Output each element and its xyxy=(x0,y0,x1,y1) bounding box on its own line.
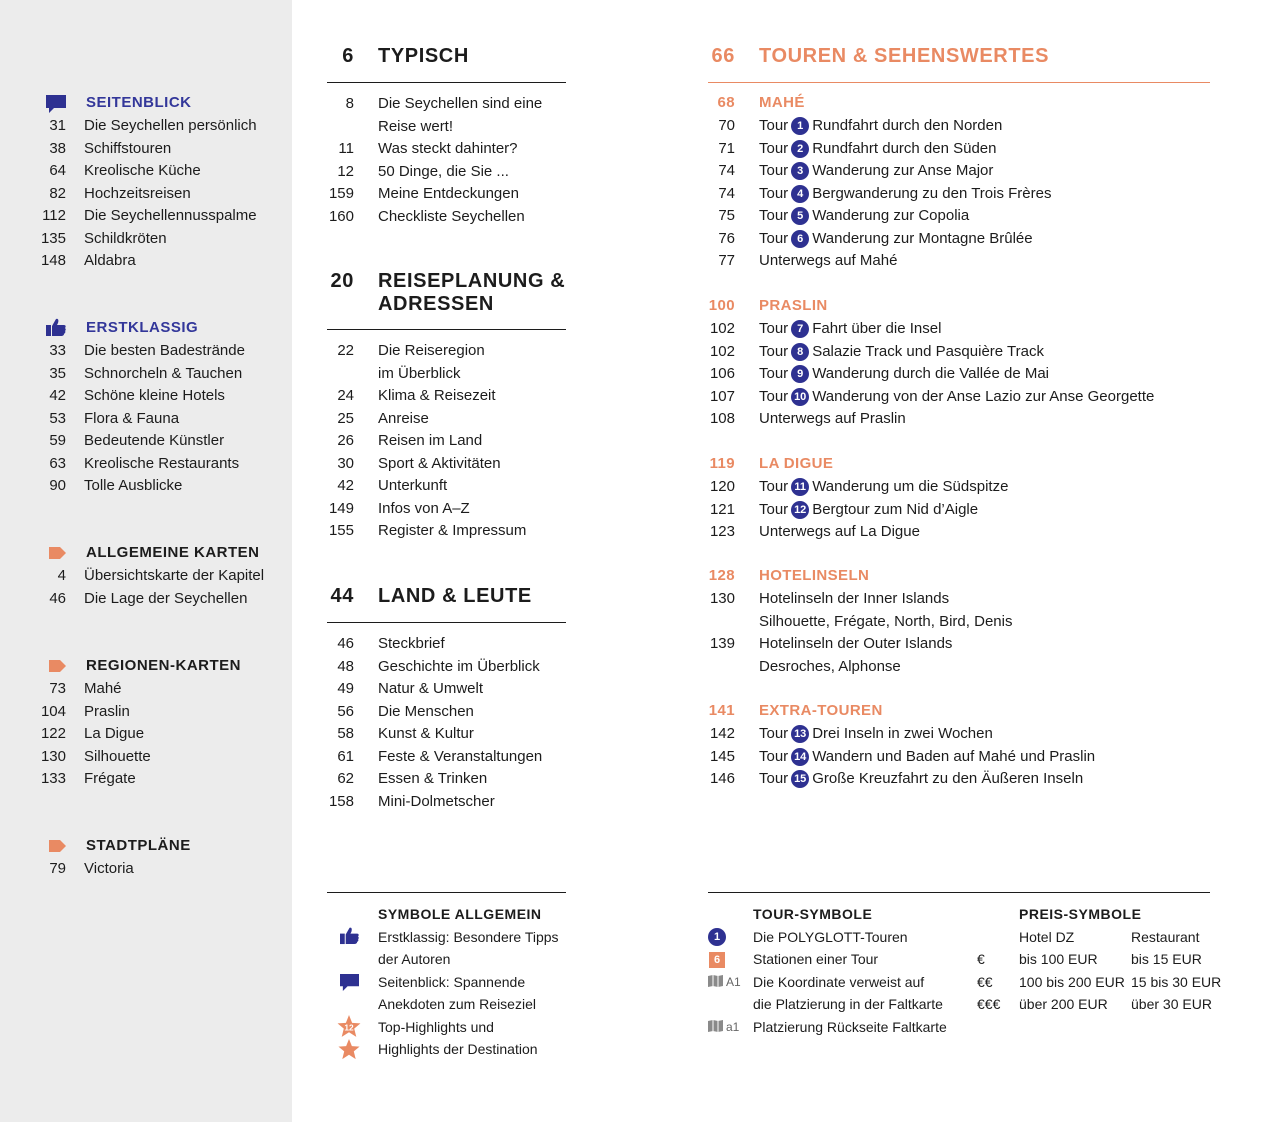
section-title-reiseplanung: REISEPLANUNG & xyxy=(378,270,566,292)
entry-label: Feste & Veranstaltungen xyxy=(378,747,543,765)
page-number: 149 xyxy=(328,499,354,517)
price-column-restaurant: Restaurant xyxy=(1131,929,1200,945)
entry-label: Reisen im Land xyxy=(378,432,483,449)
subsection-extra-touren-number: 141 xyxy=(708,702,735,719)
page-number: 24 xyxy=(337,387,354,404)
page-number: 82 xyxy=(49,184,66,202)
page-number: 130 xyxy=(709,590,735,607)
tour-number-badge: 14 xyxy=(791,748,809,766)
entry-label xyxy=(759,746,1095,768)
page-number: 130 xyxy=(40,747,66,765)
page-number: 90 xyxy=(49,477,66,494)
price-symbol: € xyxy=(977,951,985,967)
entry-label xyxy=(759,138,997,160)
highlight-star-icon xyxy=(337,1038,361,1061)
tour-label: Wanderung zur Copolia xyxy=(812,207,970,224)
page-number: 77 xyxy=(718,252,735,269)
page-number: 33 xyxy=(49,342,66,359)
tour-word: Tour xyxy=(759,747,789,765)
page-number: 135 xyxy=(40,229,66,247)
subsection-hotelinseln-title: HOTELINSELN xyxy=(759,567,870,584)
page-number: 120 xyxy=(709,478,735,495)
page-number: 8 xyxy=(345,95,354,112)
tour-word: Tour xyxy=(759,770,789,787)
tour-label: Wanderung durch die Vallée de Mai xyxy=(812,365,1049,382)
tour-word: Tour xyxy=(759,320,789,337)
entry-label xyxy=(759,723,993,745)
page-number: 64 xyxy=(49,162,66,179)
entry-label: Unterwegs auf La Digue xyxy=(759,523,920,540)
page-number: 73 xyxy=(49,680,66,697)
legend-highlights-text: Top-Highlights und xyxy=(378,1019,494,1035)
tour-label: Wanderung von der Anse Lazio zur Anse Georgette xyxy=(812,387,1155,405)
section-number-touren: 66 xyxy=(711,45,735,67)
section-number-reiseplanung: 20 xyxy=(330,270,354,292)
page-number: 11 xyxy=(338,140,354,157)
thumbs-up-icon xyxy=(339,926,360,945)
entry-label: Frégate xyxy=(84,770,136,787)
legend-title-general: SYMBOLE ALLGEMEIN xyxy=(378,906,542,922)
page-number: 155 xyxy=(328,522,354,539)
page-number: 139 xyxy=(709,635,735,652)
entry-label: Die Menschen xyxy=(378,702,474,720)
entry-label: Steckbrief xyxy=(378,635,445,652)
page-number: 148 xyxy=(40,252,66,269)
entry-label: Sport & Aktivitäten xyxy=(378,454,501,472)
page-number: 108 xyxy=(709,410,735,427)
entry-label xyxy=(759,228,1033,250)
page-number: 31 xyxy=(49,117,66,134)
price-hotel: 100 bis 200 EUR xyxy=(1019,973,1125,990)
section-title-reiseplanung-line2: ADRESSEN xyxy=(378,293,494,315)
entry-label xyxy=(759,318,941,340)
entry-label: Aldabra xyxy=(84,252,136,269)
page-number: 102 xyxy=(709,342,735,360)
price-symbol: €€ xyxy=(977,973,993,990)
section-title-typisch: TYPISCH xyxy=(378,45,469,67)
entry-label: Hotelinseln der Outer Islands xyxy=(759,635,953,652)
entry-label: Mahé xyxy=(84,680,122,697)
subsection-mahe-number: 68 xyxy=(717,94,735,111)
tour-number-badge: 13 xyxy=(791,725,809,743)
entry-label: Meine Entdeckungen xyxy=(378,185,519,202)
tour-word: Tour xyxy=(759,725,789,742)
legend-polyglott-text: Die POLYGLOTT-Touren xyxy=(753,929,908,945)
entry-label xyxy=(759,183,1051,205)
page-number: 75 xyxy=(718,207,735,224)
page-number: 146 xyxy=(709,770,735,787)
tour-word: Tour xyxy=(759,500,789,518)
tour-word: Tour xyxy=(759,342,789,360)
price-restaurant: 15 bis 30 EUR xyxy=(1131,973,1222,990)
divider xyxy=(327,622,566,623)
legend-rueckseite-text: Platzierung Rückseite Faltkarte xyxy=(753,1019,947,1035)
entry-label-cont: Silhouette, Frégate, North, Bird, Denis xyxy=(759,612,1013,630)
entry-label: Hochzeitsreisen xyxy=(84,184,191,202)
tour-number-badge-icon: 1 xyxy=(708,928,726,946)
page-number: 35 xyxy=(49,364,66,382)
tour-label: Fahrt über die Insel xyxy=(812,320,942,337)
page-number: 38 xyxy=(49,139,66,157)
entry-label: Victoria xyxy=(84,860,134,877)
page-number: 42 xyxy=(49,387,66,404)
page-number: 159 xyxy=(328,185,354,202)
entry-label: Die Reiseregion xyxy=(378,342,485,359)
sidebar-heading-regionen-karten: REGIONEN-KARTEN xyxy=(86,657,242,674)
page-number: 56 xyxy=(337,702,354,720)
entry-label xyxy=(759,768,1083,790)
page-number: 121 xyxy=(709,500,735,518)
page-number: 46 xyxy=(337,635,354,652)
entry-label-cont: Reise wert! xyxy=(378,117,454,135)
page-number: 102 xyxy=(709,320,735,337)
divider xyxy=(708,892,1210,893)
tour-label: Wanderung zur Anse Major xyxy=(812,162,994,179)
section-number-typisch: 6 xyxy=(342,45,354,67)
coordinate-label: A1 xyxy=(726,975,741,989)
entry-label: Flora & Fauna xyxy=(84,409,180,427)
tour-number-badge: 6 xyxy=(791,230,809,248)
tour-label: Wandern und Baden auf Mahé und Praslin xyxy=(812,747,1096,765)
entry-label xyxy=(759,115,1002,137)
entry-label: Bedeutende Künstler xyxy=(84,432,225,449)
page-number: 26 xyxy=(337,432,354,449)
entry-label: Schöne kleine Hotels xyxy=(84,387,225,404)
top-highlight-number: 12 xyxy=(344,1022,354,1033)
tour-word: Tour xyxy=(759,387,789,405)
tour-word: Tour xyxy=(759,139,789,157)
entry-label: Die besten Badestrände xyxy=(84,342,245,359)
page-number: 71 xyxy=(718,139,735,157)
entry-label: Kreolische Küche xyxy=(84,162,201,179)
entry-label: Schnorcheln & Tauchen xyxy=(84,364,243,382)
page-number: 62 xyxy=(337,770,354,787)
section-title-land-leute: LAND & LEUTE xyxy=(378,585,532,607)
page-number: 48 xyxy=(337,657,354,675)
tour-label: Drei Inseln in zwei Wochen xyxy=(812,725,993,742)
entry-label-cont: Desroches, Alphonse xyxy=(759,657,901,675)
entry-label: Tolle Ausblicke xyxy=(84,477,183,494)
coordinate-label-back: a1 xyxy=(726,1020,740,1034)
entry-label xyxy=(759,499,978,521)
page-number: 25 xyxy=(337,409,354,427)
legend-seitenblick-text: Seitenblick: Spannende xyxy=(378,974,526,990)
entry-label: Die Seychellen persönlich xyxy=(84,117,257,134)
entry-label: Schildkröten xyxy=(84,229,167,247)
legend-title-tour: TOUR-SYMBOLE xyxy=(753,906,873,922)
page-number: 106 xyxy=(709,365,735,382)
page-number: 112 xyxy=(42,207,66,224)
page-number: 107 xyxy=(709,387,735,405)
page-number: 74 xyxy=(718,184,735,202)
tour-number-badge: 11 xyxy=(791,478,809,496)
entry-label xyxy=(759,205,969,227)
page-number: 22 xyxy=(337,342,354,359)
page-number: 42 xyxy=(337,477,354,494)
section-number-land-leute: 44 xyxy=(330,585,354,607)
page-number: 76 xyxy=(718,229,735,247)
page-number: 53 xyxy=(49,409,66,427)
sidebar-heading-seitenblick: SEITENBLICK xyxy=(86,94,192,111)
entry-label: Was steckt dahinter? xyxy=(378,140,518,157)
tour-number-badge: 7 xyxy=(791,320,809,338)
entry-label: Unterwegs auf Mahé xyxy=(759,252,898,269)
tour-number-badge: 15 xyxy=(791,770,809,788)
page-number: 142 xyxy=(709,725,735,742)
entry-label xyxy=(759,363,1049,385)
entry-label: Die Lage der Seychellen xyxy=(84,589,248,607)
tour-number-badge: 2 xyxy=(791,140,809,158)
sidebar-heading-allgemeine-karten: ALLGEMEINE KARTEN xyxy=(86,544,260,561)
station-square-icon: 6 xyxy=(709,950,725,968)
entry-label: Geschichte im Überblick xyxy=(378,657,540,675)
folded-map-icon xyxy=(708,1020,723,1032)
entry-label xyxy=(759,476,1008,498)
tour-number-badge: 9 xyxy=(791,365,809,383)
entry-label: Mini-Dolmetscher xyxy=(378,792,495,810)
page-number: 70 xyxy=(718,117,735,134)
page-number: 79 xyxy=(49,860,66,877)
entry-label: 50 Dinge, die Sie ... xyxy=(378,162,509,180)
tour-word: Tour xyxy=(759,207,789,224)
page-number: 63 xyxy=(49,454,66,472)
subsection-hotelinseln-number: 128 xyxy=(708,567,735,584)
tour-word: Tour xyxy=(759,478,789,495)
subsection-la-digue-title: LA DIGUE xyxy=(759,455,834,472)
sidebar-heading-erstklassig: ERSTKLASSIG xyxy=(86,319,199,336)
sidebar-heading-stadtplaene: STADTPLÄNE xyxy=(86,837,191,854)
tour-word: Tour xyxy=(759,117,789,134)
tour-word: Tour xyxy=(759,184,789,202)
tour-label: Salazie Track und Pasquière Track xyxy=(812,342,1044,360)
page-number: 58 xyxy=(337,725,354,742)
legend-highlights-text-2: Highlights der Destination xyxy=(378,1041,538,1057)
entry-label: Checkliste Seychellen xyxy=(378,207,525,225)
tour-label: Wanderung um die Südspitze xyxy=(812,478,1009,495)
thumbs-up-icon xyxy=(45,317,67,337)
page-number: 122 xyxy=(40,725,66,742)
tour-word: Tour xyxy=(759,162,789,179)
entry-label: Unterkunft xyxy=(378,477,448,494)
subsection-extra-touren-title: EXTRA-TOUREN xyxy=(759,702,883,719)
divider xyxy=(708,82,1210,83)
page-number: 133 xyxy=(40,770,66,787)
tour-number-badge: 4 xyxy=(791,185,809,203)
entry-label: Hotelinseln der Inner Islands xyxy=(759,590,950,607)
legend-erstklassig-text-2: der Autoren xyxy=(378,951,451,967)
speech-bubble-icon xyxy=(339,973,360,992)
entry-label: Unterwegs auf Praslin xyxy=(759,410,906,427)
page-number: 145 xyxy=(709,747,735,765)
map-tag-icon xyxy=(49,547,66,559)
page-number: 46 xyxy=(49,589,66,607)
price-hotel: über 200 EUR xyxy=(1019,996,1108,1012)
subsection-la-digue-number: 119 xyxy=(709,455,735,472)
price-column-hotel: Hotel DZ xyxy=(1019,929,1075,945)
entry-label: Silhouette xyxy=(84,747,151,765)
page-number: 160 xyxy=(328,207,354,225)
entry-label: Praslin xyxy=(84,702,130,720)
tour-label: Bergwanderung zu den Trois Frères xyxy=(812,184,1052,202)
entry-label: Infos von A–Z xyxy=(378,499,470,517)
entry-label: Essen & Trinken xyxy=(378,770,488,787)
entry-label-cont: im Überblick xyxy=(378,364,461,382)
tour-label: Große Kreuzfahrt zu den Äußeren Inseln xyxy=(812,770,1084,787)
entry-label: Anreise xyxy=(378,409,429,427)
divider xyxy=(327,329,566,330)
legend-title-price: PREIS-SYMBOLE xyxy=(1019,906,1142,922)
map-tag-icon xyxy=(49,660,66,672)
price-restaurant: über 30 EUR xyxy=(1131,996,1212,1012)
page-number: 104 xyxy=(40,702,66,720)
tour-label: Rundfahrt durch den Süden xyxy=(812,139,997,157)
entry-label: Die Seychellen sind eine xyxy=(378,95,543,112)
subsection-mahe-title: MAHÉ xyxy=(759,94,805,111)
tour-number-badge: 5 xyxy=(791,207,809,225)
legend-stationen-text: Stationen einer Tour xyxy=(753,951,879,967)
tour-number-badge: 12 xyxy=(791,501,809,519)
tour-label: Bergtour zum Nid d’Aigle xyxy=(812,500,979,518)
entry-label xyxy=(759,160,993,182)
tour-label: Wanderung zur Montagne Brûlée xyxy=(812,229,1033,247)
subsection-praslin-number: 100 xyxy=(708,297,735,314)
tour-number-badge: 1 xyxy=(791,117,809,135)
price-symbol: €€€ xyxy=(977,996,1001,1012)
entry-label xyxy=(759,386,1154,408)
divider xyxy=(327,892,566,893)
entry-label: Die Seychellennusspalme xyxy=(84,207,257,224)
tour-word: Tour xyxy=(759,365,789,382)
divider xyxy=(327,82,566,83)
tour-label: Rundfahrt durch den Norden xyxy=(812,117,1003,134)
page-number: 30 xyxy=(337,454,354,472)
page-number: 123 xyxy=(709,523,735,540)
tour-number-badge: 10 xyxy=(791,388,809,406)
map-tag-icon xyxy=(49,840,66,852)
page-number: 74 xyxy=(718,162,735,179)
entry-label: Übersichtskarte der Kapitel xyxy=(84,567,265,584)
page-number: 61 xyxy=(337,747,354,765)
legend-coordinate-text-2: die Platzierung in der Faltkarte xyxy=(753,996,943,1012)
tour-number-badge: 8 xyxy=(791,343,809,361)
entry-label: Kreolische Restaurants xyxy=(84,454,240,472)
entry-label: Klima & Reisezeit xyxy=(378,387,496,404)
entry-label: Register & Impressum xyxy=(378,522,527,539)
entry-label: Kunst & Kultur xyxy=(378,725,474,742)
entry-label: Schiffstouren xyxy=(84,139,172,157)
legend-erstklassig-text: Erstklassig: Besondere Tipps xyxy=(378,929,559,945)
price-restaurant: bis 15 EUR xyxy=(1131,951,1202,967)
entry-label: Natur & Umwelt xyxy=(378,680,484,697)
speech-bubble-icon xyxy=(45,94,67,114)
tour-number-badge: 3 xyxy=(791,162,809,180)
subsection-praslin-title: PRASLIN xyxy=(759,297,828,314)
page-number: 59 xyxy=(49,432,66,449)
page-number: 49 xyxy=(337,680,354,697)
page-number: 4 xyxy=(57,567,66,584)
page-number: 12 xyxy=(337,162,354,180)
tour-word: Tour xyxy=(759,229,789,247)
price-hotel: bis 100 EUR xyxy=(1019,951,1098,967)
legend-coordinate-text: Die Koordinate verweist auf xyxy=(753,974,925,990)
legend-seitenblick-text-2: Anekdoten zum Reiseziel xyxy=(378,996,536,1012)
entry-label: La Digue xyxy=(84,725,145,742)
entry-label xyxy=(759,341,1044,363)
section-title-touren: TOUREN & SEHENSWERTES xyxy=(759,45,1050,67)
folded-map-icon xyxy=(708,975,723,987)
page-number: 158 xyxy=(328,792,354,810)
top-highlight-star-icon xyxy=(336,1014,362,1039)
